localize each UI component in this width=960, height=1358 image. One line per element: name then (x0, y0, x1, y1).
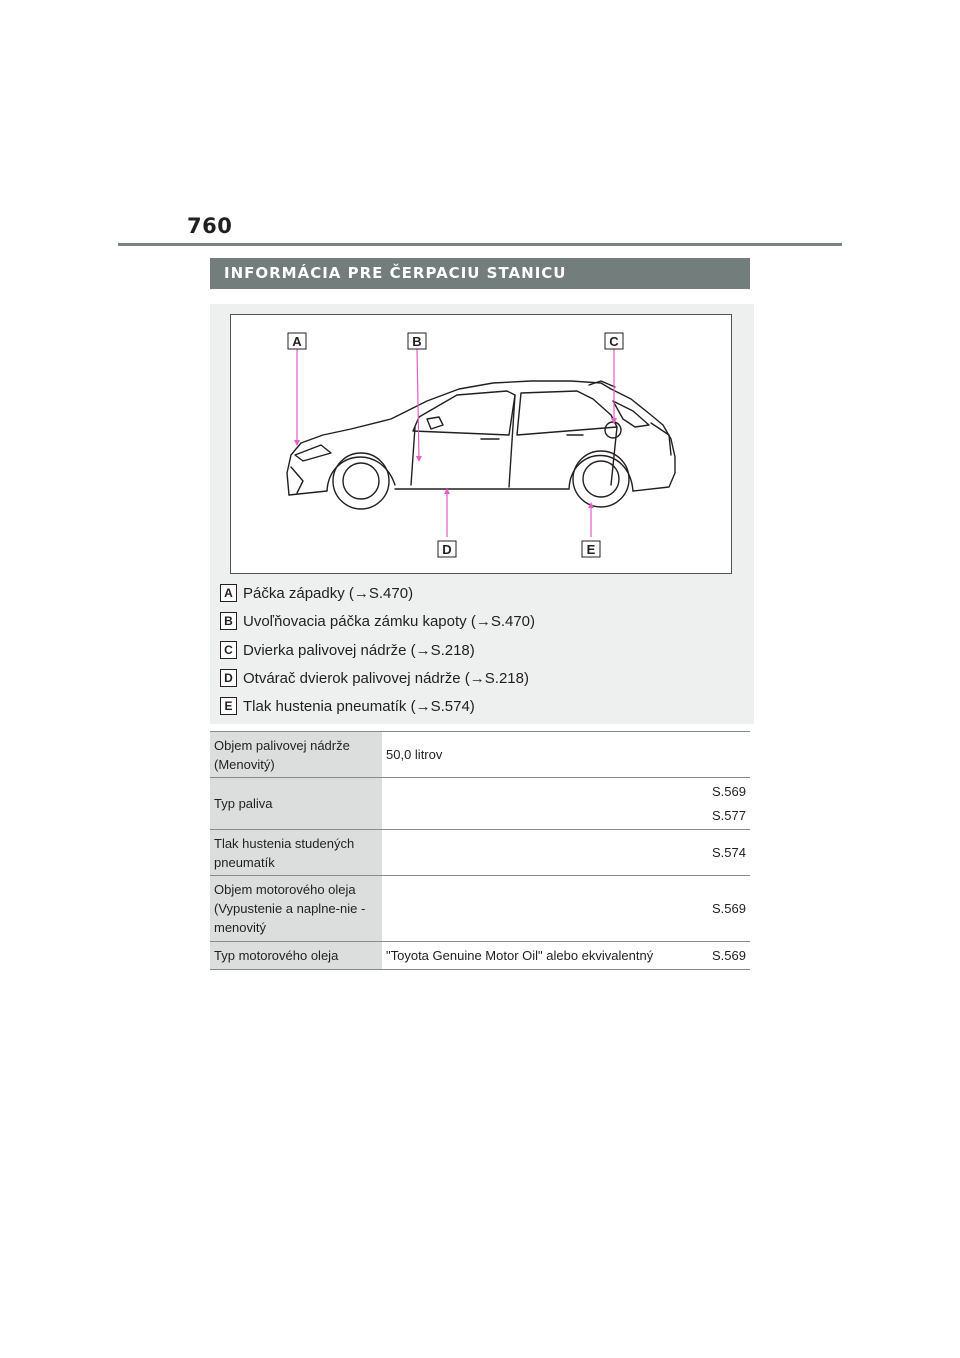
car-illustration (231, 315, 733, 575)
legend-item-a (220, 582, 413, 604)
row-label: Typ paliva (210, 778, 382, 830)
callout-line-b (417, 349, 419, 459)
svg-text:D: D (442, 542, 452, 557)
svg-text:B: B (412, 334, 422, 349)
svg-text:E: E (586, 542, 596, 557)
header-rule (118, 243, 842, 246)
front-wheel (333, 453, 389, 509)
callout-c (605, 333, 623, 349)
legend-item-d (220, 667, 529, 689)
row-label: Tlak hustenia studených pneumatík (210, 830, 382, 876)
legend-letter: C (220, 641, 237, 659)
row-label: Objem motorového oleja (Vypustenie a naplne-nie - menovitý (210, 876, 382, 942)
callout-a (288, 333, 306, 349)
row-ref (705, 778, 750, 830)
ref-link[interactable]: S.569 (712, 900, 746, 916)
legend-letter: B (220, 612, 237, 630)
table-row (210, 778, 750, 830)
row-value (382, 778, 705, 830)
svg-text:A: A (292, 334, 302, 349)
legend-item-b (220, 610, 535, 632)
svg-text:C: C (609, 334, 619, 349)
rear-wheel (573, 451, 629, 507)
table-row (210, 732, 750, 778)
legend-item-c (220, 639, 475, 661)
legend-text: Tlak hustenia pneumatík (→S.574) (243, 697, 475, 715)
row-ref (705, 830, 750, 876)
legend-letter: A (220, 584, 237, 602)
row-ref (705, 876, 750, 942)
section-title: INFORMÁCIA PRE ČERPACIU STANICU (210, 258, 750, 289)
row-label: Typ motorového oleja (210, 942, 382, 970)
spec-table (210, 731, 750, 970)
legend-text: Otvárač dvierok palivovej nádrže (→S.218) (243, 669, 529, 687)
table-row (210, 942, 750, 970)
ref-link[interactable]: S.577 (712, 807, 746, 823)
car-body (287, 381, 675, 495)
row-ref (705, 942, 750, 970)
callout-d (438, 541, 456, 557)
legend-letter: D (220, 669, 237, 687)
page-number: 760 (187, 214, 233, 238)
legend-letter: E (220, 697, 237, 715)
legend-text: Dvierka palivovej nádrže (→S.218) (243, 641, 475, 659)
ref-link[interactable]: S.574 (712, 844, 746, 860)
legend-text: Uvoľňovacia páčka zámku kapoty (→S.470) (243, 612, 536, 630)
table-row (210, 830, 750, 876)
row-value (382, 876, 705, 942)
legend-item-e (220, 695, 475, 717)
row-ref (705, 732, 750, 778)
car-diagram (230, 314, 732, 574)
row-label: Objem palivovej nádrže (Menovitý) (210, 732, 382, 778)
row-value: 50,0 litrov (386, 747, 443, 762)
legend-text: Páčka západky (→S.470) (243, 584, 414, 602)
callout-b (408, 333, 426, 349)
ref-link[interactable]: S.569 (712, 783, 746, 799)
callout-e (582, 541, 600, 557)
table-row (210, 876, 750, 942)
row-value (382, 830, 705, 876)
ref-link[interactable]: S.569 (712, 947, 746, 963)
row-value: "Toyota Genuine Motor Oil" alebo ekvivalentný (386, 948, 654, 963)
